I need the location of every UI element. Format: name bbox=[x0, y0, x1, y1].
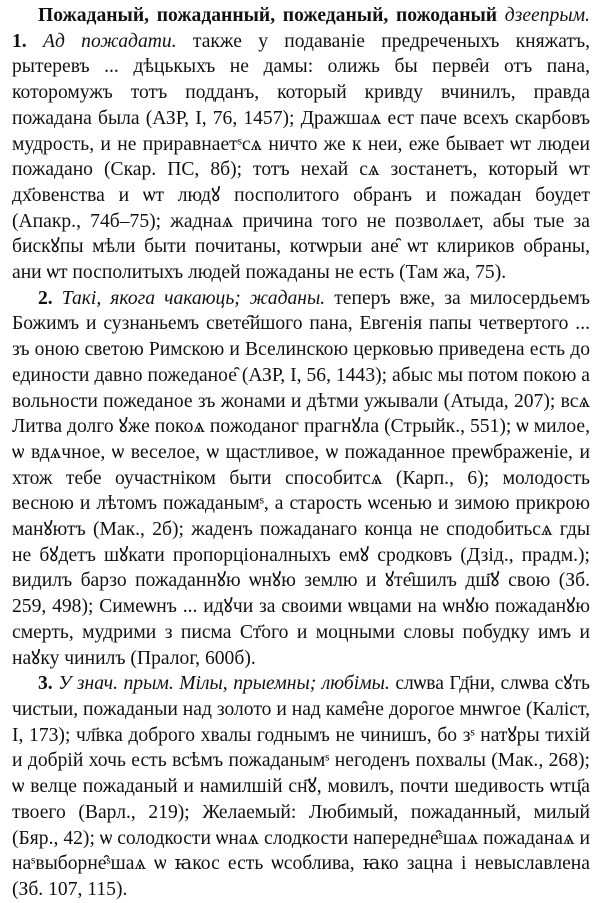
sense-gloss: У знач. прым. Мілы, прыемны; любімы. bbox=[58, 673, 390, 695]
sense-number: 3. bbox=[38, 673, 53, 695]
sense-citations: теперъ вже, за милосердьемъ Божимъ и сузнаньемъ свете̑йшого пана, Евгенія папы четвертого ... зъ оною светою Римскою и Вселинскою церковью приведена есть до единости давно пожеданое̑ (АЗР, I, 56, 1443); абыс мы потом покою а вольности пожеданое зъ жонами и дѣтми ужывали (Атыда, 207); всѧ Литва долго ꙋже покоѧ пожоданог прагнꙋла (Стрыйк., 551); ѡ милое, ѡ вдѧчное, ѡ веселое, ѡ щастливое, ѡ пожаданное преѡбраженіе, и хтож тебе оучастнiком быти способитсѧ (Карп., 6); молодость весною и лѣтомъ пожаданымˢ, а старость ѡсенью и зимою прикрою манꙋютъ (Мак., 2б); жаденъ пожаданаго конца не сподобитьсѧ гды не бꙋдетъ шꙋкати пропорціоналныхъ емꙋ сродковъ (Дзід., прадм.); видилъ барзо пожаданнꙋю ѡнꙋю землю и ꙋте̑шилъ дш҃ꙋ свою (Зб. 259, 498); Симеѡнъ ... идꙋчи за своими ѡвцами на ѡнꙋю пожаданꙋю смерть, мудрими з писма Ст҃ого и моцными словы побудку имъ и наꙋку чинилъ (Пралог, 600б). bbox=[12, 287, 590, 669]
sense-number: 1. bbox=[12, 30, 27, 52]
dictionary-entry-sense-1 bbox=[12, 3, 590, 286]
dictionary-entry-sense-3 bbox=[12, 671, 590, 902]
sense-gloss: Такі, якога чакаюць; жаданы. bbox=[61, 287, 326, 309]
sense-gloss: Ад пожадати. bbox=[43, 30, 177, 52]
dictionary-entry-sense-2 bbox=[12, 286, 590, 672]
sense-citations: слѡва Гд҃ни, слѡва сꙋть чистыи, пожаданыи над золото и над каме̑не дорогое мнѡгое (Каліст, I, 173); чл҃вка доброго хвалы годнымъ не чинишъ, бо зˢ натꙋры тихій и добрій хочь есть всѣмъ пожаданымˢ негоденъ похвалы (Мак., 268); ѡ велце пожаданый и намилшій сн҃ꙋ, мовилъ, почти шедивость ѡтц҃а твоего (Варл., 219); Желаемый: Любимый, пожаданный, милый (Бяр., 42); ѡ солодкости ѡнаѧ слодкости напередне̑ˢшаѧ пожаданаѧ и наˢвыборне̑ˢшаѧ ѡ ꙗкос есть ѡсоблива, ꙗко зацна і невыславлена (Зб. 107, 115). bbox=[12, 673, 590, 900]
part-of-speech: дзеепрым. bbox=[504, 5, 590, 26]
entry-headword: Пожаданый, пожаданный, пожеданый, пожоданый bbox=[38, 5, 498, 26]
sense-number: 2. bbox=[38, 287, 53, 309]
sense-citations: также у подаваніе предреченыхъ княжатъ, рытеревъ ... дѣцькыхъ не дамы: олижь бы перве̑и отъ пана, которомужъ тотъ подданъ, который кривду вчинилъ, правда пожадана была (АЗР, I, 76, 1457); Дражшаѧ ест паче всехъ скарбовъ мудрость, и не приравнаетˢсѧ ничто же к неи, еже бывает ѡт людеи пожадано (Скар. ПС, 8б); тотъ нехай сѧ зостанетъ, который ѡт дх҃овенства и ѡт людꙋ посполитого обранъ и пожадан боудет (Апакр., 74б–75); жаднаѧ причина того не позволѧет, абы тые за бискꙋпы мѣли быти почитаны, котѡрыи ане̑ ѡт клириков обраны, ани ѡт посполитыхъ людей пожаданы не есть (Там жа, 75). bbox=[12, 30, 590, 284]
